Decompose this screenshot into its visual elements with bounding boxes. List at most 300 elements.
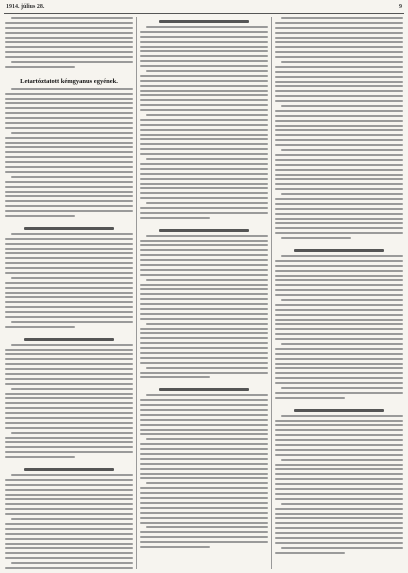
- text-line: [140, 85, 268, 87]
- text-line: [146, 323, 268, 325]
- text-line: [5, 272, 133, 274]
- text-line: [11, 17, 133, 19]
- text-line: [146, 70, 268, 72]
- text-line: [5, 161, 133, 163]
- text-line: [11, 321, 133, 323]
- text-line: [146, 158, 268, 160]
- text-line: [275, 353, 403, 355]
- text-line: [5, 363, 133, 365]
- text-line: [5, 215, 75, 217]
- text-line: [5, 368, 133, 370]
- text-line: [140, 50, 268, 52]
- text-line: [5, 538, 133, 540]
- text-line: [275, 434, 403, 436]
- article-paragraph: [140, 394, 268, 548]
- text-line: [140, 352, 268, 354]
- text-line: [275, 139, 403, 141]
- text-line: [5, 489, 133, 491]
- text-line: [5, 41, 133, 43]
- text-line: [275, 508, 403, 510]
- text-line: [5, 311, 133, 313]
- article-heading: Letartóztatott kémgyanus egyének.: [20, 77, 118, 85]
- text-line: [275, 363, 403, 365]
- text-line: [275, 372, 403, 374]
- text-line: [5, 441, 133, 443]
- text-line: [140, 541, 268, 543]
- text-line: [275, 227, 403, 229]
- text-line: [5, 181, 133, 183]
- text-line: [275, 169, 403, 171]
- text-line: [146, 367, 268, 369]
- text-line: [281, 299, 403, 301]
- text-line: [5, 528, 133, 530]
- article-paragraph: [275, 415, 403, 554]
- text-line: [5, 191, 133, 193]
- text-line: [5, 98, 133, 100]
- text-line: [5, 22, 133, 24]
- text-line: [140, 217, 210, 219]
- text-line: [140, 143, 268, 145]
- text-line: [275, 304, 403, 306]
- text-line: [5, 127, 133, 129]
- text-line: [146, 202, 268, 204]
- text-line: [275, 37, 403, 39]
- text-line: [275, 178, 403, 180]
- text-line: [140, 124, 268, 126]
- text-line: [146, 482, 268, 484]
- text-line: [5, 373, 133, 375]
- text-line: [275, 275, 403, 277]
- text-line: [140, 129, 268, 131]
- text-line: [140, 293, 268, 295]
- text-line: [5, 66, 75, 68]
- text-line: [5, 51, 133, 53]
- text-line: [140, 318, 268, 320]
- text-line: [140, 269, 268, 271]
- text-line: [146, 235, 268, 237]
- text-line: [275, 265, 403, 267]
- text-line: [5, 358, 133, 360]
- text-line: [5, 27, 133, 29]
- text-line: [140, 31, 268, 33]
- text-line: [140, 473, 268, 475]
- paragraph-gap: [5, 71, 133, 75]
- text-line: [140, 546, 210, 548]
- text-line: [140, 274, 268, 276]
- article-paragraph: [5, 344, 133, 458]
- text-line: [5, 122, 133, 124]
- text-line: [5, 292, 133, 294]
- text-line: [140, 80, 268, 82]
- text-line: [275, 174, 403, 176]
- text-line: [275, 397, 345, 399]
- text-line: [146, 394, 268, 396]
- text-line: [5, 446, 133, 448]
- article-heading-illegible: [24, 227, 114, 230]
- text-line: [5, 543, 133, 545]
- text-line: [275, 222, 403, 224]
- text-line: [281, 503, 403, 505]
- text-line: [275, 473, 403, 475]
- text-line: [5, 301, 133, 303]
- text-line: [140, 119, 268, 121]
- text-line: [5, 186, 133, 188]
- text-line: [275, 22, 403, 24]
- text-line: [140, 298, 268, 300]
- article-heading-illegible: [159, 388, 249, 391]
- article-paragraph: [275, 255, 403, 399]
- page-number: 9: [399, 4, 402, 10]
- text-line: [275, 66, 403, 68]
- text-line: [275, 279, 403, 281]
- text-line: [275, 27, 403, 29]
- text-column-1: [5, 17, 133, 569]
- text-line: [140, 288, 268, 290]
- article-heading-illegible: [294, 409, 384, 412]
- text-line: [140, 60, 268, 62]
- text-line: [5, 107, 133, 109]
- text-line: [275, 513, 403, 515]
- text-line: [5, 306, 133, 308]
- text-line: [281, 415, 403, 417]
- text-line: [140, 512, 268, 514]
- text-line: [5, 547, 133, 549]
- text-line: [140, 463, 268, 465]
- text-line: [5, 393, 133, 395]
- text-line: [275, 314, 403, 316]
- text-line: [275, 478, 403, 480]
- text-line: [140, 284, 268, 286]
- text-line: [281, 459, 403, 461]
- text-line: [281, 255, 403, 257]
- text-line: [275, 367, 403, 369]
- text-line: [140, 424, 268, 426]
- paragraph-gap: [275, 557, 403, 561]
- text-line: [11, 277, 133, 279]
- text-line: [140, 468, 268, 470]
- text-line: [275, 270, 403, 272]
- text-line: [275, 85, 403, 87]
- text-line: [275, 309, 403, 311]
- text-line: [5, 383, 133, 385]
- text-line: [5, 456, 75, 458]
- paragraph-gap: [140, 381, 268, 385]
- text-line: [140, 153, 268, 155]
- text-line: [5, 494, 133, 496]
- text-line: [5, 146, 133, 148]
- text-line: [275, 464, 403, 466]
- text-line: [140, 399, 268, 401]
- text-line: [275, 488, 403, 490]
- text-line: [140, 36, 268, 38]
- text-line: [5, 37, 133, 39]
- text-line: [275, 328, 403, 330]
- text-line: [5, 533, 133, 535]
- text-line: [275, 154, 403, 156]
- text-line: [275, 377, 403, 379]
- text-line: [5, 484, 133, 486]
- text-line: [140, 337, 268, 339]
- article-paragraph: [5, 88, 133, 217]
- text-line: [5, 552, 133, 554]
- text-line: [140, 477, 268, 479]
- text-line: [140, 183, 268, 185]
- text-line: [5, 287, 133, 289]
- text-line: [140, 453, 268, 455]
- text-line: [281, 547, 403, 549]
- text-line: [281, 343, 403, 345]
- text-line: [140, 240, 268, 242]
- article-heading-illegible: [294, 249, 384, 252]
- text-line: [5, 451, 133, 453]
- text-line: [275, 333, 403, 335]
- text-line: [140, 342, 268, 344]
- text-line: [140, 522, 268, 524]
- text-line: [146, 526, 268, 528]
- text-line: [275, 439, 403, 441]
- text-line: [140, 99, 268, 101]
- text-line: [275, 260, 403, 262]
- text-line: [5, 195, 133, 197]
- text-line: [275, 527, 403, 529]
- text-line: [140, 404, 268, 406]
- text-line: [275, 41, 403, 43]
- text-line: [140, 207, 268, 209]
- text-line: [275, 429, 403, 431]
- text-line: [281, 193, 403, 195]
- text-line: [5, 252, 133, 254]
- text-line: [275, 444, 403, 446]
- text-line: [140, 148, 268, 150]
- text-line: [140, 134, 268, 136]
- text-line: [146, 438, 268, 440]
- text-line: [140, 264, 268, 266]
- text-line: [275, 51, 403, 53]
- text-line: [140, 187, 268, 189]
- text-line: [275, 517, 403, 519]
- text-line: [281, 149, 403, 151]
- text-line: [5, 417, 133, 419]
- text-line: [140, 173, 268, 175]
- text-line: [11, 518, 133, 520]
- text-line: [5, 248, 133, 250]
- text-line: [5, 112, 133, 114]
- text-line: [275, 81, 403, 83]
- article-paragraph: [140, 235, 268, 379]
- text-line: [140, 178, 268, 180]
- text-line: [140, 376, 210, 378]
- article-heading-illegible: [24, 468, 114, 471]
- text-line: [5, 46, 133, 48]
- text-line: [140, 109, 268, 111]
- text-line: [275, 323, 403, 325]
- article-paragraph: [5, 233, 133, 328]
- text-line: [140, 168, 268, 170]
- text-line: [11, 388, 133, 390]
- text-line: [275, 218, 403, 220]
- text-line: [140, 409, 268, 411]
- text-line: [5, 513, 133, 515]
- text-line: [140, 347, 268, 349]
- text-line: [275, 493, 403, 495]
- header-rule: [4, 13, 404, 14]
- text-line: [275, 392, 403, 394]
- text-line: [5, 137, 133, 139]
- text-line: [275, 164, 403, 166]
- text-line: [275, 129, 403, 131]
- text-line: [140, 492, 268, 494]
- text-line: [275, 537, 403, 539]
- text-line: [275, 120, 403, 122]
- text-line: [5, 427, 133, 429]
- text-line: [275, 319, 403, 321]
- text-line: [5, 407, 133, 409]
- text-line: [275, 46, 403, 48]
- text-line: [275, 522, 403, 524]
- paragraph-gap: [275, 402, 403, 406]
- text-line: [5, 378, 133, 380]
- text-line: [275, 115, 403, 117]
- text-line: [11, 562, 133, 564]
- text-line: [275, 144, 403, 146]
- text-line: [5, 523, 133, 525]
- text-line: [5, 32, 133, 34]
- text-line: [5, 397, 133, 399]
- text-line: [140, 192, 268, 194]
- text-line: [11, 474, 133, 476]
- text-line: [140, 497, 268, 499]
- text-line: [275, 284, 403, 286]
- text-line: [146, 26, 268, 28]
- text-line: [275, 454, 403, 456]
- text-line: [11, 432, 133, 434]
- text-line: [140, 94, 268, 96]
- text-line: [5, 171, 133, 173]
- text-line: [140, 55, 268, 57]
- text-line: [140, 448, 268, 450]
- text-line: [281, 17, 403, 19]
- text-line: [5, 257, 133, 259]
- text-line: [5, 557, 133, 559]
- text-line: [275, 498, 403, 500]
- text-line: [5, 166, 133, 168]
- text-line: [5, 210, 133, 212]
- paragraph-gap: [140, 551, 268, 555]
- text-line: [11, 132, 133, 134]
- article-heading-illegible: [24, 338, 114, 341]
- text-line: [275, 424, 403, 426]
- text-line: [140, 313, 268, 315]
- text-line: [275, 348, 403, 350]
- text-line: [140, 308, 268, 310]
- text-line: [140, 90, 268, 92]
- text-line: [5, 238, 133, 240]
- text-line: [275, 198, 403, 200]
- text-line: [281, 387, 403, 389]
- text-line: [11, 176, 133, 178]
- text-line: [140, 536, 268, 538]
- paragraph-gap: [5, 220, 133, 224]
- text-line: [140, 357, 268, 359]
- text-line: [275, 382, 403, 384]
- text-line: [5, 296, 133, 298]
- text-line: [275, 56, 403, 58]
- text-line: [5, 412, 133, 414]
- text-line: [140, 362, 268, 364]
- text-line: [5, 567, 133, 569]
- text-line: [140, 244, 268, 246]
- text-line: [140, 531, 268, 533]
- text-line: [275, 289, 403, 291]
- text-line: [140, 163, 268, 165]
- text-line: [5, 282, 133, 284]
- text-line: [140, 249, 268, 251]
- text-line: [5, 508, 133, 510]
- article-heading-illegible: [159, 229, 249, 232]
- text-line: [275, 358, 403, 360]
- text-line: [5, 316, 133, 318]
- text-line: [140, 138, 268, 140]
- text-column-2: [140, 17, 268, 569]
- text-line: [5, 267, 133, 269]
- text-line: [5, 503, 133, 505]
- text-line: [11, 344, 133, 346]
- text-line: [5, 142, 133, 144]
- text-line: [275, 532, 403, 534]
- text-line: [5, 243, 133, 245]
- text-line: [5, 498, 133, 500]
- text-line: [140, 46, 268, 48]
- article-paragraph: [275, 17, 403, 239]
- text-line: [275, 294, 403, 296]
- text-line: [5, 349, 133, 351]
- text-line: [281, 105, 403, 107]
- text-line: [275, 552, 345, 554]
- text-line: [5, 205, 133, 207]
- text-line: [140, 419, 268, 421]
- text-line: [140, 443, 268, 445]
- text-line: [140, 433, 268, 435]
- text-line: [140, 328, 268, 330]
- text-line: [5, 93, 133, 95]
- text-line: [275, 125, 403, 127]
- text-line: [275, 208, 403, 210]
- text-line: [11, 61, 133, 63]
- text-line: [140, 212, 268, 214]
- text-line: [281, 237, 351, 239]
- text-line: [140, 429, 268, 431]
- text-line: [5, 200, 133, 202]
- text-line: [140, 259, 268, 261]
- text-line: [140, 104, 268, 106]
- text-line: [140, 507, 268, 509]
- text-line: [275, 100, 403, 102]
- text-line: [275, 95, 403, 97]
- text-line: [146, 114, 268, 116]
- text-line: [275, 449, 403, 451]
- text-line: [11, 233, 133, 235]
- column-divider: [271, 17, 272, 569]
- text-line: [140, 254, 268, 256]
- text-line: [275, 76, 403, 78]
- text-line: [140, 197, 268, 199]
- text-line: [5, 353, 133, 355]
- text-line: [275, 159, 403, 161]
- text-column-3: [275, 17, 403, 569]
- article-paragraph: [140, 26, 268, 219]
- text-line: [140, 487, 268, 489]
- text-line: [5, 437, 133, 439]
